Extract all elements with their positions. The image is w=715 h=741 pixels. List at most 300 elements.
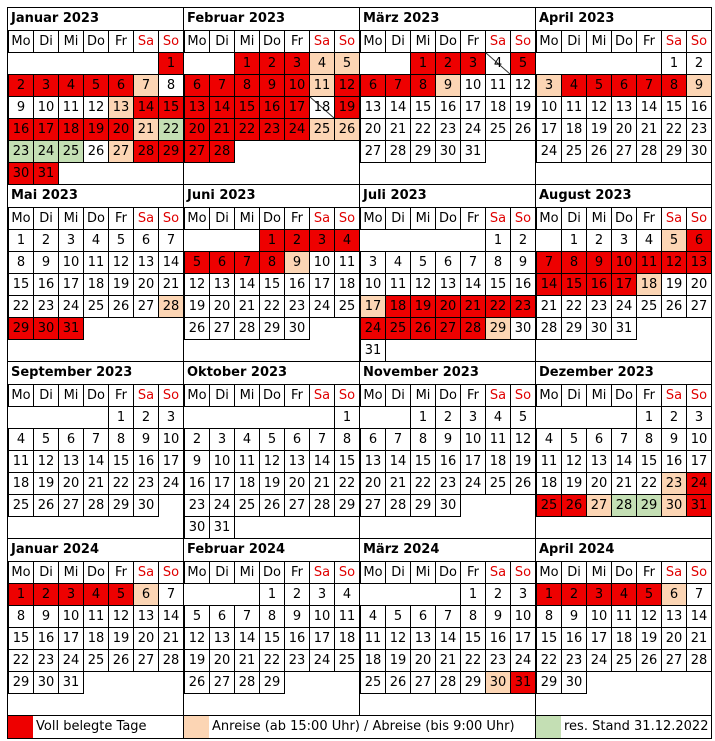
day-cell: 12 xyxy=(410,273,436,296)
day-cell: 20 xyxy=(661,627,687,650)
month-title: April 2024 xyxy=(539,542,615,557)
day-cell: 22 xyxy=(8,649,34,672)
day-cell: 16 xyxy=(284,273,310,296)
day-cell: 19 xyxy=(661,273,687,296)
weekday-header: Do xyxy=(435,30,461,53)
day-cell: 15 xyxy=(259,273,285,296)
day-cell: 9 xyxy=(133,428,159,451)
day-cell: 26 xyxy=(410,317,436,340)
month-calendar xyxy=(360,362,536,539)
day-cell: 16 xyxy=(284,627,310,650)
day-cell: 24 xyxy=(58,295,84,318)
day-cell: 20 xyxy=(184,118,210,141)
day-cell: 23 xyxy=(686,118,712,141)
day-cell: 25 xyxy=(234,494,260,517)
month-title: August 2023 xyxy=(539,188,632,203)
day-cell: 19 xyxy=(636,627,662,650)
weekday-header: Mi xyxy=(58,30,84,53)
weekday-header: Mo xyxy=(360,561,386,584)
day-cell: 1 xyxy=(259,229,285,252)
weekday-header: Sa xyxy=(661,384,687,407)
day-cell: 27 xyxy=(184,140,210,163)
day-cell: 8 xyxy=(8,605,34,628)
day-cell: 19 xyxy=(108,627,134,650)
day-cell: 8 xyxy=(410,74,436,97)
day-cell: 16 xyxy=(435,96,461,119)
day-cell: 1 xyxy=(561,229,587,252)
day-cell: 27 xyxy=(108,140,134,163)
day-cell: 19 xyxy=(83,118,109,141)
day-cell: 16 xyxy=(510,273,536,296)
weekday-header: Fr xyxy=(108,561,134,584)
day-cell: 20 xyxy=(611,118,637,141)
day-cell: 25 xyxy=(485,472,511,495)
day-cell: 4 xyxy=(636,229,662,252)
weekday-header: Do xyxy=(611,207,637,230)
day-cell: 29 xyxy=(8,671,34,694)
day-cell: 14 xyxy=(158,605,184,628)
day-cell: 4 xyxy=(8,428,34,451)
day-cell: 9 xyxy=(33,605,59,628)
day-cell: 19 xyxy=(385,649,411,672)
day-cell: 27 xyxy=(209,671,235,694)
day-cell: 26 xyxy=(108,295,134,318)
day-cell: 5 xyxy=(108,229,134,252)
day-cell: 13 xyxy=(108,96,134,119)
day-cell: 10 xyxy=(460,74,486,97)
day-cell: 7 xyxy=(158,229,184,252)
day-cell: 28 xyxy=(309,494,335,517)
day-cell: 1 xyxy=(410,52,436,75)
day-cell: 16 xyxy=(586,273,612,296)
day-cell: 30 xyxy=(8,162,34,185)
day-cell: 2 xyxy=(33,229,59,252)
month-title: Oktober 2023 xyxy=(187,365,288,380)
day-cell: 5 xyxy=(636,583,662,606)
day-cell: 3 xyxy=(510,583,536,606)
day-cell: 28 xyxy=(234,317,260,340)
day-cell: 4 xyxy=(536,428,562,451)
day-cell: 30 xyxy=(686,140,712,163)
weekday-header: Do xyxy=(259,384,285,407)
day-cell: 24 xyxy=(58,649,84,672)
day-cell: 17 xyxy=(33,118,59,141)
day-cell: 10 xyxy=(33,96,59,119)
day-cell: 6 xyxy=(133,229,159,252)
day-cell: 7 xyxy=(234,605,260,628)
day-cell: 29 xyxy=(536,671,562,694)
day-cell: 17 xyxy=(686,450,712,473)
day-cell: 5 xyxy=(83,74,109,97)
day-cell: 4 xyxy=(83,229,109,252)
day-cell: 11 xyxy=(83,251,109,274)
day-cell: 11 xyxy=(309,74,335,97)
weekday-header: Sa xyxy=(133,384,159,407)
day-cell: 24 xyxy=(209,494,235,517)
weekday-header: Fr xyxy=(284,384,310,407)
day-cell: 13 xyxy=(209,273,235,296)
weekday-header: Mo xyxy=(184,30,210,53)
day-cell: 17 xyxy=(309,627,335,650)
day-cell: 17 xyxy=(536,118,562,141)
day-cell: 12 xyxy=(108,251,134,274)
day-cell: 19 xyxy=(259,472,285,495)
day-cell: 4 xyxy=(611,583,637,606)
day-cell: 8 xyxy=(636,428,662,451)
weekday-header: Di xyxy=(33,561,59,584)
day-cell: 6 xyxy=(133,583,159,606)
weekday-header: So xyxy=(686,561,712,584)
day-cell: 1 xyxy=(485,229,511,252)
day-cell: 5 xyxy=(561,428,587,451)
day-cell: 5 xyxy=(586,74,612,97)
month-calendar xyxy=(8,8,184,185)
weekday-header: Mo xyxy=(8,207,34,230)
day-cell: 8 xyxy=(485,251,511,274)
weekday-header: Mo xyxy=(536,207,562,230)
day-cell: 11 xyxy=(334,605,360,628)
day-cell: 1 xyxy=(334,406,360,429)
weekday-header: Sa xyxy=(309,561,335,584)
day-cell: 28 xyxy=(234,671,260,694)
day-cell: 21 xyxy=(611,472,637,495)
day-cell: 15 xyxy=(158,96,184,119)
weekday-header: Sa xyxy=(661,207,687,230)
weekday-header: Mi xyxy=(58,384,84,407)
day-cell: 31 xyxy=(360,339,386,362)
day-cell: 21 xyxy=(309,472,335,495)
day-cell: 21 xyxy=(686,627,712,650)
day-cell: 9 xyxy=(33,251,59,274)
day-cell: 24 xyxy=(309,649,335,672)
day-cell: 3 xyxy=(586,583,612,606)
day-cell: 15 xyxy=(259,627,285,650)
weekday-header: Do xyxy=(435,561,461,584)
day-cell: 3 xyxy=(686,406,712,429)
day-cell: 11 xyxy=(485,74,511,97)
day-cell: 9 xyxy=(284,605,310,628)
day-cell: 30 xyxy=(435,140,461,163)
day-cell: 1 xyxy=(158,52,184,75)
day-cell: 5 xyxy=(410,251,436,274)
day-cell: 1 xyxy=(410,406,436,429)
weekday-header: Mo xyxy=(184,561,210,584)
weekday-header: So xyxy=(334,30,360,53)
day-cell: 20 xyxy=(133,273,159,296)
day-cell: 25 xyxy=(636,295,662,318)
day-cell: 6 xyxy=(209,605,235,628)
weekday-header: Sa xyxy=(133,207,159,230)
day-cell: 14 xyxy=(435,627,461,650)
day-cell: 1 xyxy=(536,583,562,606)
day-cell: 17 xyxy=(460,96,486,119)
weekday-header: Do xyxy=(435,207,461,230)
day-cell: 20 xyxy=(586,472,612,495)
day-cell: 16 xyxy=(259,96,285,119)
day-cell: 16 xyxy=(184,472,210,495)
day-cell: 3 xyxy=(209,428,235,451)
day-cell: 5 xyxy=(33,428,59,451)
day-cell: 22 xyxy=(485,295,511,318)
day-cell: 16 xyxy=(435,450,461,473)
day-cell: 24 xyxy=(611,295,637,318)
day-cell: 28 xyxy=(385,494,411,517)
day-cell: 20 xyxy=(360,118,386,141)
weekday-header: Mo xyxy=(184,384,210,407)
day-cell: 5 xyxy=(334,52,360,75)
weekday-header: Di xyxy=(561,561,587,584)
day-cell: 15 xyxy=(460,627,486,650)
day-cell: 25 xyxy=(83,295,109,318)
legend-item-reserved xyxy=(536,716,712,738)
day-cell: 29 xyxy=(485,317,511,340)
day-cell: 16 xyxy=(561,627,587,650)
day-cell: 23 xyxy=(33,649,59,672)
day-cell: 2 xyxy=(284,583,310,606)
weekday-header: Fr xyxy=(636,30,662,53)
day-cell: 8 xyxy=(259,605,285,628)
day-cell: 20 xyxy=(133,627,159,650)
day-cell: 19 xyxy=(108,273,134,296)
day-cell: 18 xyxy=(385,295,411,318)
day-cell: 13 xyxy=(435,273,461,296)
day-cell: 11 xyxy=(636,251,662,274)
day-cell: 11 xyxy=(83,605,109,628)
day-cell: 24 xyxy=(460,118,486,141)
weekday-header: Di xyxy=(385,384,411,407)
month-calendar xyxy=(8,362,184,539)
day-cell: 15 xyxy=(636,450,662,473)
day-cell: 22 xyxy=(636,472,662,495)
day-cell: 28 xyxy=(435,671,461,694)
day-cell: 27 xyxy=(360,494,386,517)
day-cell: 3 xyxy=(611,229,637,252)
day-cell: 9 xyxy=(184,450,210,473)
day-cell: 23 xyxy=(284,295,310,318)
day-cell: 2 xyxy=(184,428,210,451)
day-cell: 12 xyxy=(385,627,411,650)
day-cell: 11 xyxy=(360,627,386,650)
day-cell: 12 xyxy=(334,74,360,97)
weekday-header: Mi xyxy=(234,384,260,407)
day-cell: 18 xyxy=(536,472,562,495)
weekday-header: Di xyxy=(33,30,59,53)
day-cell: 13 xyxy=(586,450,612,473)
month-title: Februar 2024 xyxy=(187,542,286,557)
day-cell: 1 xyxy=(108,406,134,429)
day-cell: 2 xyxy=(435,406,461,429)
day-cell: 28 xyxy=(158,649,184,672)
day-cell: 24 xyxy=(360,317,386,340)
month-title: Juli 2023 xyxy=(363,188,427,203)
day-cell: 4 xyxy=(334,583,360,606)
day-cell: 25 xyxy=(561,140,587,163)
day-cell: 27 xyxy=(284,494,310,517)
weekday-header: Di xyxy=(561,207,587,230)
weekday-header: Di xyxy=(209,561,235,584)
day-cell: 20 xyxy=(209,649,235,672)
day-cell: 22 xyxy=(561,295,587,318)
day-cell: 23 xyxy=(586,295,612,318)
day-cell: 9 xyxy=(259,74,285,97)
day-cell: 12 xyxy=(108,605,134,628)
day-cell: 8 xyxy=(334,428,360,451)
day-cell: 29 xyxy=(8,317,34,340)
day-cell: 15 xyxy=(410,96,436,119)
day-cell: 2 xyxy=(435,52,461,75)
weekday-header: So xyxy=(158,384,184,407)
day-cell: 3 xyxy=(309,583,335,606)
day-cell: 27 xyxy=(611,140,637,163)
day-cell: 2 xyxy=(259,52,285,75)
day-cell: 2 xyxy=(510,229,536,252)
day-cell: 21 xyxy=(133,118,159,141)
weekday-header: So xyxy=(158,561,184,584)
weekday-header: Mi xyxy=(58,207,84,230)
month-title: März 2023 xyxy=(363,11,440,26)
day-cell: 3 xyxy=(360,251,386,274)
day-cell: 18 xyxy=(561,118,587,141)
day-cell: 4 xyxy=(485,52,511,75)
weekday-header: So xyxy=(510,30,536,53)
day-cell: 10 xyxy=(360,273,386,296)
legend-swatch-arrival-departure xyxy=(184,716,209,738)
day-cell: 18 xyxy=(636,273,662,296)
day-cell: 1 xyxy=(8,583,34,606)
weekday-header: Sa xyxy=(485,561,511,584)
day-cell: 13 xyxy=(133,605,159,628)
day-cell: 29 xyxy=(259,671,285,694)
weekday-header: Mo xyxy=(536,561,562,584)
day-cell: 19 xyxy=(510,450,536,473)
day-cell: 10 xyxy=(536,96,562,119)
day-cell: 10 xyxy=(586,605,612,628)
day-cell: 9 xyxy=(485,605,511,628)
legend-swatch-full xyxy=(8,716,33,738)
day-cell: 3 xyxy=(33,74,59,97)
day-cell: 2 xyxy=(8,74,34,97)
day-cell: 23 xyxy=(561,649,587,672)
day-cell: 17 xyxy=(611,273,637,296)
day-cell: 6 xyxy=(108,74,134,97)
month-calendar xyxy=(184,362,360,539)
weekday-header: Sa xyxy=(661,561,687,584)
weekday-header: Sa xyxy=(309,207,335,230)
day-cell: 14 xyxy=(309,450,335,473)
day-cell: 1 xyxy=(661,52,687,75)
day-cell: 25 xyxy=(58,140,84,163)
day-cell: 5 xyxy=(259,428,285,451)
day-cell: 14 xyxy=(611,450,637,473)
weekday-header: Fr xyxy=(460,30,486,53)
day-cell: 24 xyxy=(158,472,184,495)
day-cell: 31 xyxy=(209,516,235,539)
weekday-header: Mo xyxy=(536,384,562,407)
day-cell: 7 xyxy=(460,251,486,274)
weekday-header: Mi xyxy=(410,561,436,584)
day-cell: 12 xyxy=(259,450,285,473)
weekday-header: Mi xyxy=(234,30,260,53)
day-cell: 4 xyxy=(485,406,511,429)
day-cell: 6 xyxy=(209,251,235,274)
day-cell: 24 xyxy=(586,649,612,672)
day-cell: 14 xyxy=(536,273,562,296)
day-cell: 7 xyxy=(385,74,411,97)
day-cell: 8 xyxy=(8,251,34,274)
day-cell: 2 xyxy=(133,406,159,429)
day-cell: 13 xyxy=(686,251,712,274)
weekday-header: So xyxy=(158,30,184,53)
day-cell: 2 xyxy=(33,583,59,606)
day-cell: 12 xyxy=(510,74,536,97)
month-title: April 2023 xyxy=(539,11,615,26)
day-cell: 6 xyxy=(661,583,687,606)
day-cell: 22 xyxy=(259,295,285,318)
day-cell: 21 xyxy=(83,472,109,495)
weekday-header: Mi xyxy=(410,30,436,53)
weekday-header: Fr xyxy=(284,207,310,230)
weekday-header: Mo xyxy=(360,384,386,407)
day-cell: 1 xyxy=(8,229,34,252)
day-cell: 21 xyxy=(234,649,260,672)
day-cell: 16 xyxy=(485,627,511,650)
day-cell: 16 xyxy=(8,118,34,141)
weekday-header: Di xyxy=(385,561,411,584)
day-cell: 28 xyxy=(209,140,235,163)
day-cell: 3 xyxy=(460,52,486,75)
day-cell: 26 xyxy=(184,317,210,340)
day-cell: 14 xyxy=(385,450,411,473)
day-cell: 16 xyxy=(661,450,687,473)
day-cell: 7 xyxy=(385,428,411,451)
day-cell: 1 xyxy=(460,583,486,606)
day-cell: 14 xyxy=(209,96,235,119)
day-cell: 27 xyxy=(133,295,159,318)
day-cell: 7 xyxy=(234,251,260,274)
day-cell: 21 xyxy=(209,118,235,141)
day-cell: 14 xyxy=(636,96,662,119)
day-cell: 26 xyxy=(259,494,285,517)
day-cell: 19 xyxy=(586,118,612,141)
day-cell: 22 xyxy=(8,295,34,318)
day-cell: 19 xyxy=(410,295,436,318)
weekday-header: Fr xyxy=(284,561,310,584)
day-cell: 7 xyxy=(536,251,562,274)
day-cell: 6 xyxy=(184,74,210,97)
legend xyxy=(7,716,712,739)
weekday-header: Fr xyxy=(460,207,486,230)
weekday-header: Do xyxy=(83,561,109,584)
month-calendar xyxy=(8,539,184,716)
day-cell: 6 xyxy=(611,74,637,97)
day-cell: 5 xyxy=(385,605,411,628)
legend-label-reserved: res. Stand 31.12.2022 xyxy=(564,719,709,734)
weekday-header: Fr xyxy=(108,384,134,407)
day-cell: 26 xyxy=(184,671,210,694)
day-cell: 30 xyxy=(561,671,587,694)
day-cell: 3 xyxy=(58,583,84,606)
day-cell: 21 xyxy=(385,472,411,495)
day-cell: 18 xyxy=(485,96,511,119)
day-cell: 26 xyxy=(561,494,587,517)
day-cell: 8 xyxy=(234,74,260,97)
day-cell: 20 xyxy=(360,472,386,495)
day-cell: 19 xyxy=(334,96,360,119)
weekday-header: Mi xyxy=(586,561,612,584)
day-cell: 9 xyxy=(435,428,461,451)
day-cell: 11 xyxy=(234,450,260,473)
day-cell: 5 xyxy=(661,229,687,252)
